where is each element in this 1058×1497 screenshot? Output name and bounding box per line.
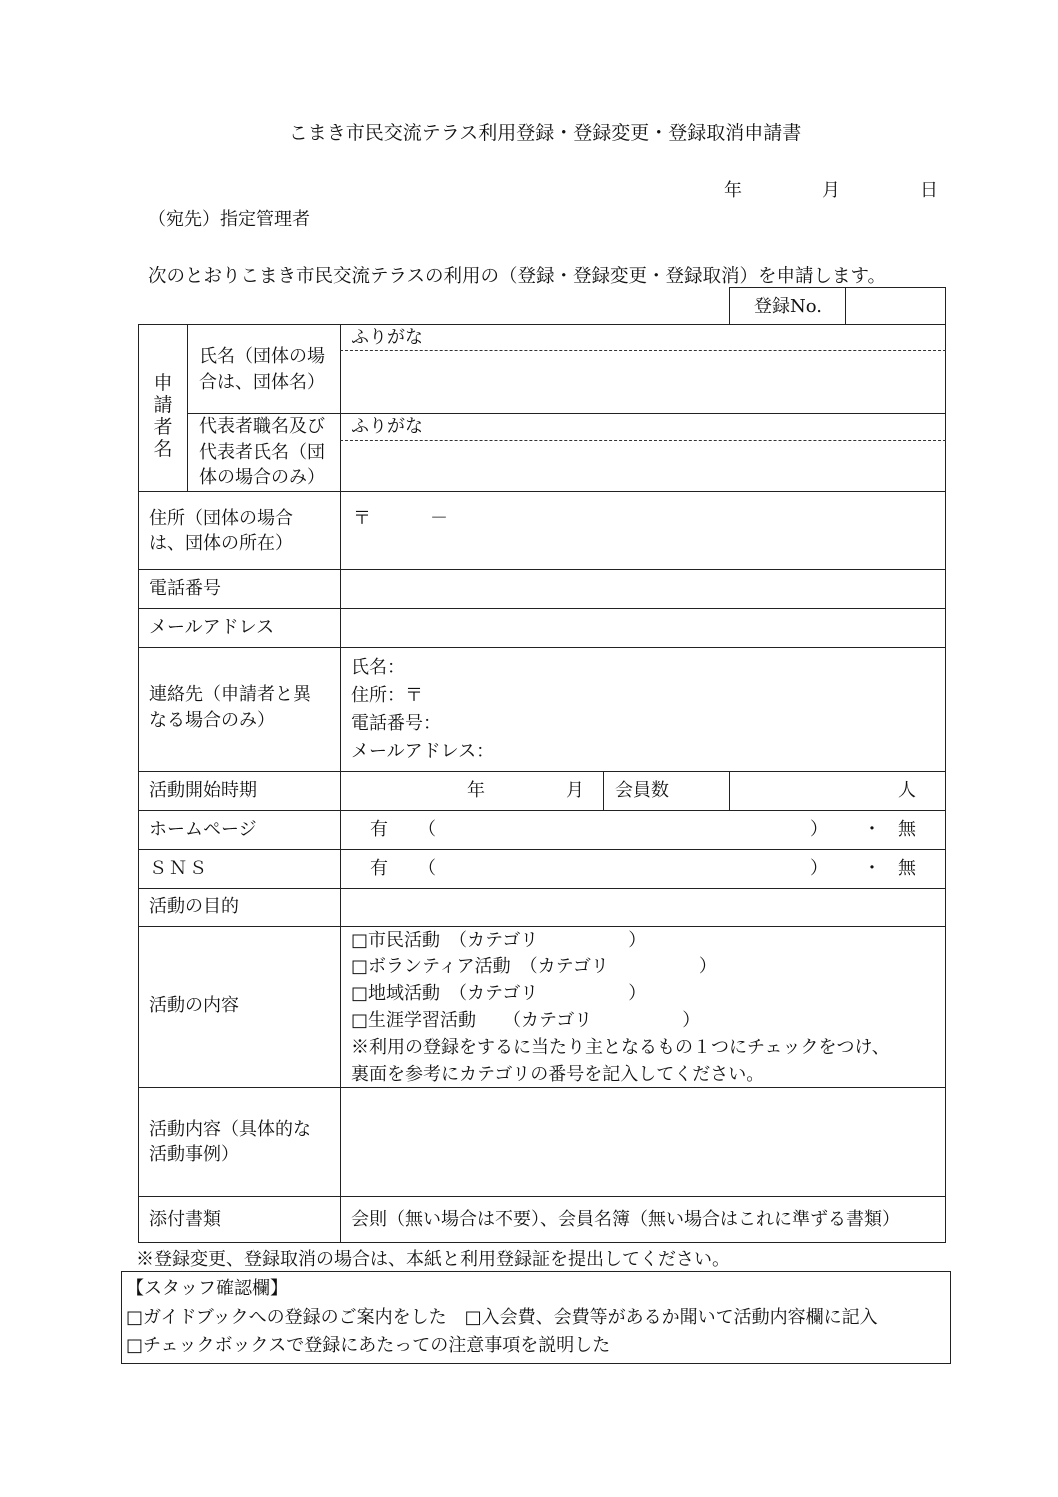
members-field[interactable] [735, 776, 890, 806]
content-note-line2: 裏面を参考にカテゴリの番号を記入してください。 [351, 1064, 765, 1085]
sns-no[interactable]: 無 [898, 858, 916, 879]
purpose-label: 活動の目的 [149, 896, 239, 917]
members-unit: 人 [898, 780, 916, 801]
detail-label-line2: 活動事例） [149, 1144, 239, 1165]
purpose-field[interactable] [345, 892, 941, 922]
address-label-line1: 住所（団体の場合 [149, 508, 293, 529]
attachments-value: 会則（無い場合は不要）、会員名簿（無い場合はこれに準ずる書類） [351, 1209, 900, 1230]
intro-text: 次のとおりこまき市民交流テラスの利用の（登録・登録変更・登録取消）を申請します。 [148, 266, 886, 287]
divider [138, 647, 946, 648]
email-field[interactable] [345, 612, 941, 644]
content-note-line1: ※利用の登録をするに当たり主となるもの１つにチェックをつけ、 [351, 1037, 890, 1058]
divider [138, 926, 946, 927]
addressee: （宛先）指定管理者 [148, 209, 310, 230]
divider [138, 888, 946, 889]
content-label: 活動の内容 [149, 995, 239, 1016]
divider [603, 771, 604, 810]
staff-check-line1[interactable]: □ガイドブックへの登録のご案内をした □入会費、会費等があるか聞いて活動内容欄に記入 [126, 1307, 878, 1328]
contact-label-line2: なる場合のみ） [149, 710, 275, 731]
date-day: 日 [920, 180, 938, 201]
content-option-community[interactable]: □地域活動 （カテゴリ ） [351, 983, 647, 1004]
staff-check-line2[interactable]: □チェックボックスで登録にあたっての注意事項を説明した [126, 1335, 611, 1356]
homepage-dot: ・ [863, 819, 881, 840]
contact-label-line1: 連絡先（申請者と異 [149, 684, 311, 705]
sns-close-paren: ） [810, 858, 828, 879]
detail-field[interactable] [345, 1092, 941, 1192]
sns-dot: ・ [863, 858, 881, 879]
divider [138, 569, 946, 570]
divider [138, 849, 946, 850]
phone-label: 電話番号 [149, 578, 221, 599]
name-label-line1: 氏名（団体の場 [199, 346, 325, 367]
divider [138, 810, 946, 811]
name-field[interactable] [345, 355, 941, 409]
rep-furigana-field[interactable] [440, 416, 940, 438]
sns-label: ＳＮＳ [149, 858, 209, 879]
homepage-label: ホームページ [149, 819, 257, 840]
activity-start-label: 活動開始時期 [149, 780, 257, 801]
rep-furigana-label: ふりがな [351, 416, 423, 437]
date-month: 月 [822, 180, 840, 201]
divider [340, 350, 946, 351]
contact-email-label: メールアドレス： [351, 741, 495, 762]
activity-start-year: 年 [467, 780, 485, 801]
name-furigana-field[interactable] [440, 327, 940, 349]
postal-dash: － [430, 508, 448, 529]
homepage-no[interactable]: 無 [898, 819, 916, 840]
name-furigana-label: ふりがな [351, 327, 423, 348]
divider [138, 491, 946, 492]
sns-yes[interactable]: 有 [370, 858, 388, 879]
date-year: 年 [724, 180, 742, 201]
attachments-label: 添付書類 [149, 1209, 221, 1230]
staff-box-title: 【スタッフ確認欄】 [126, 1278, 288, 1299]
contact-address-label: 住所：〒 [351, 685, 423, 706]
address-field[interactable] [345, 535, 941, 565]
rep-label-line3: 体の場合のみ） [199, 467, 325, 488]
detail-label-line1: 活動内容（具体的な [149, 1119, 311, 1140]
phone-field[interactable] [345, 573, 941, 605]
footnote: ※登録変更、登録取消の場合は、本紙と利用登録証を提出してください。 [136, 1249, 730, 1270]
content-option-civic[interactable]: □市民活動 （カテゴリ ） [351, 930, 647, 951]
contact-name-label: 氏名： [351, 657, 405, 678]
postal-mark: 〒 [353, 508, 371, 529]
divider [187, 324, 188, 491]
applicant-group-label: 申請者名 [153, 372, 173, 460]
content-option-lifelong-learning[interactable]: □生涯学習活動 （カテゴリ ） [351, 1010, 701, 1031]
members-label: 会員数 [615, 780, 669, 801]
divider [729, 771, 730, 810]
registration-number-label: 登録No. [754, 296, 822, 317]
rep-label-line1: 代表者職名及び [199, 416, 325, 437]
divider [340, 440, 946, 441]
homepage-yes[interactable]: 有 [370, 819, 388, 840]
sns-open-paren: （ [418, 858, 436, 879]
homepage-open-paren: （ [418, 819, 436, 840]
divider [138, 608, 946, 609]
contact-phone-label: 電話番号： [351, 713, 441, 734]
divider [845, 287, 846, 325]
homepage-close-paren: ） [810, 819, 828, 840]
rep-label-line2: 代表者氏名（団 [199, 442, 325, 463]
email-label: メールアドレス [149, 617, 275, 638]
divider [340, 324, 341, 1243]
page-title: こまき市民交流テラス利用登録・登録変更・登録取消申請書 [288, 122, 802, 144]
name-label-line2: 合は、団体名） [199, 372, 325, 393]
content-option-volunteer[interactable]: □ボランティア活動 （カテゴリ ） [351, 956, 717, 977]
registration-number-field[interactable] [851, 292, 939, 320]
divider [138, 771, 946, 772]
divider [138, 1196, 946, 1197]
rep-name-field[interactable] [345, 445, 941, 487]
activity-start-month: 月 [566, 780, 584, 801]
address-label-line2: は、団体の所在） [149, 533, 293, 554]
